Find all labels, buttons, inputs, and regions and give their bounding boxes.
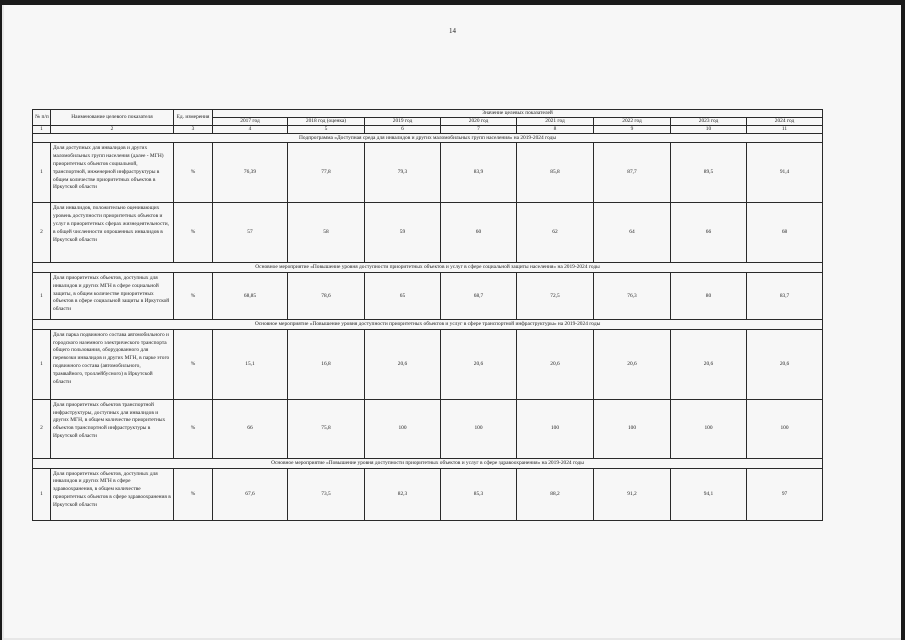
value-cell: 85,3: [441, 468, 517, 520]
column-number: 8: [517, 125, 594, 133]
value-cell: 88,2: [517, 468, 594, 520]
value-cell: 73,5: [288, 468, 365, 520]
value-cell: 79,3: [365, 143, 441, 203]
value-cell: 20,6: [517, 329, 594, 399]
value-cell: 78,6: [288, 273, 365, 320]
indicator-name: Доля приоритетных объектов, доступных для инвалидов и других МГН в сфере здравоохранения, в общем количестве приоритетных объектов в сфере здравоохранения в Иркутской области: [51, 468, 174, 520]
indicator-name: Доля приоритетных объектов транспортной инфраструктуры, доступных для инвалидов и других МГН, в общем количестве приоритетных объектов транспортной инфраструктуры в Иркутской области: [51, 399, 174, 458]
header-target-values: Значение целевых показателей: [213, 110, 823, 118]
indicator-name: Доля доступных для инвалидов и других маломобильных групп населения (далее - МГН) приоритетных объектов социальной, транспортной, инженерной инфраструктуры в общем количестве приоритетных объектов в Иркутской области: [51, 143, 174, 203]
column-number: 9: [594, 125, 671, 133]
value-cell: 66: [213, 399, 288, 458]
value-cell: 57: [213, 203, 288, 263]
value-cell: 68,85: [213, 273, 288, 320]
value-cell: 76,39: [213, 143, 288, 203]
header-year: 2023 год: [671, 118, 747, 126]
value-cell: 16,8: [288, 329, 365, 399]
value-cell: 20,6: [671, 329, 747, 399]
column-number: 10: [671, 125, 747, 133]
section-title: Основное мероприятие «Повышение уровня доступности приоритетных объектов и услуг в сфере транспортной инфраструктуры» на 2019-2024 годы: [33, 320, 823, 330]
section-title: Основное мероприятие «Повышение уровня доступности приоритетных объектов и услуг в сфере социальной защиты населения» на 2019-2024 годы: [33, 263, 823, 273]
row-number: 2: [33, 399, 51, 458]
value-cell: 89,5: [671, 143, 747, 203]
header-year: 2018 год (оценка): [288, 118, 365, 126]
column-number: 4: [213, 125, 288, 133]
scan-border-right: [901, 0, 905, 640]
unit-cell: %: [174, 329, 213, 399]
table-row: [33, 273, 823, 320]
column-number: 11: [747, 125, 823, 133]
section-title: Основное мероприятие «Повышение уровня доступности приоритетных объектов и услуг в сфере здравоохранения» на 2019-2024 годы: [33, 458, 823, 468]
header-row-top: [33, 110, 823, 118]
scan-border-left: [0, 0, 2, 640]
value-cell: 68,7: [441, 273, 517, 320]
header-year: 2021 год: [517, 118, 594, 126]
value-cell: 82,3: [365, 468, 441, 520]
value-cell: 100: [671, 399, 747, 458]
table-row: [33, 143, 823, 203]
value-cell: 67,6: [213, 468, 288, 520]
header-year: 2019 год: [365, 118, 441, 126]
value-cell: 62: [517, 203, 594, 263]
value-cell: 85,8: [517, 143, 594, 203]
value-cell: 83,9: [441, 143, 517, 203]
indicator-name: Доля парка подвижного состава автомобильного и городского наземного электрического транспорта общего пользования, оборудованного для перевозки инвалидов и других МГН, в парке этого подвижного состава (автомобильного, трамвайного, троллейбусного) в Иркутской области: [51, 329, 174, 399]
value-cell: 72,5: [517, 273, 594, 320]
table-row: [33, 468, 823, 520]
value-cell: 20,6: [747, 329, 823, 399]
header-year: 2020 год: [441, 118, 517, 126]
value-cell: 66: [671, 203, 747, 263]
section-row: [33, 320, 823, 330]
header-indicator-name: Наименование целевого показателя: [51, 110, 174, 126]
value-cell: 91,4: [747, 143, 823, 203]
column-number: 5: [288, 125, 365, 133]
column-number: 1: [33, 125, 51, 133]
column-number: 2: [51, 125, 174, 133]
value-cell: 100: [441, 399, 517, 458]
header-year: 2017 год: [213, 118, 288, 126]
section-title: Подпрограмма «Доступная среда для инвалидов и других маломобильных групп населения» на 2019-2024 годы: [33, 133, 823, 143]
row-number: 1: [33, 468, 51, 520]
table-row: [33, 399, 823, 458]
value-cell: 91,2: [594, 468, 671, 520]
row-number: 2: [33, 203, 51, 263]
value-cell: 83,7: [747, 273, 823, 320]
target-indicators-table: [32, 109, 823, 521]
value-cell: 100: [747, 399, 823, 458]
value-cell: 94,1: [671, 468, 747, 520]
value-cell: 20,6: [441, 329, 517, 399]
header-year: 2024 год: [747, 118, 823, 126]
column-number: 6: [365, 125, 441, 133]
page-number: 14: [449, 27, 456, 35]
value-cell: 87,7: [594, 143, 671, 203]
unit-cell: %: [174, 203, 213, 263]
value-cell: 100: [365, 399, 441, 458]
value-cell: 58: [288, 203, 365, 263]
value-cell: 64: [594, 203, 671, 263]
unit-cell: %: [174, 468, 213, 520]
value-cell: 77,8: [288, 143, 365, 203]
row-number: 1: [33, 273, 51, 320]
row-number: 1: [33, 143, 51, 203]
value-cell: 65: [365, 273, 441, 320]
table-row: [33, 203, 823, 263]
table-row: [33, 329, 823, 399]
value-cell: 80: [671, 273, 747, 320]
value-cell: 100: [594, 399, 671, 458]
column-number: 3: [174, 125, 213, 133]
value-cell: 100: [517, 399, 594, 458]
section-row: [33, 133, 823, 143]
value-cell: 60: [441, 203, 517, 263]
value-cell: 68: [747, 203, 823, 263]
value-cell: 76,3: [594, 273, 671, 320]
value-cell: 59: [365, 203, 441, 263]
header-unit: Ед. измерения: [174, 110, 213, 126]
column-number: 7: [441, 125, 517, 133]
header-number: № п/п: [33, 110, 51, 126]
header-year: 2022 год: [594, 118, 671, 126]
unit-cell: %: [174, 143, 213, 203]
value-cell: 15,1: [213, 329, 288, 399]
unit-cell: %: [174, 273, 213, 320]
row-number: 1: [33, 329, 51, 399]
column-numbers-row: [33, 125, 823, 133]
unit-cell: %: [174, 399, 213, 458]
value-cell: 75,8: [288, 399, 365, 458]
indicator-name: Доля инвалидов, положительно оценивающих уровень доступности приоритетных объектов и услуг в приоритетных сферах жизнедеятельности, в общей численности опрошенных инвалидов в Иркутской области: [51, 203, 174, 263]
section-row: [33, 263, 823, 273]
indicator-name: Доля приоритетных объектов, доступных для инвалидов и других МГН в сфере социальной защиты, в общем количестве приоритетных объектов в сфере социальной защиты в Иркутской области: [51, 273, 174, 320]
section-row: [33, 458, 823, 468]
value-cell: 20,6: [365, 329, 441, 399]
value-cell: 20,6: [594, 329, 671, 399]
value-cell: 97: [747, 468, 823, 520]
